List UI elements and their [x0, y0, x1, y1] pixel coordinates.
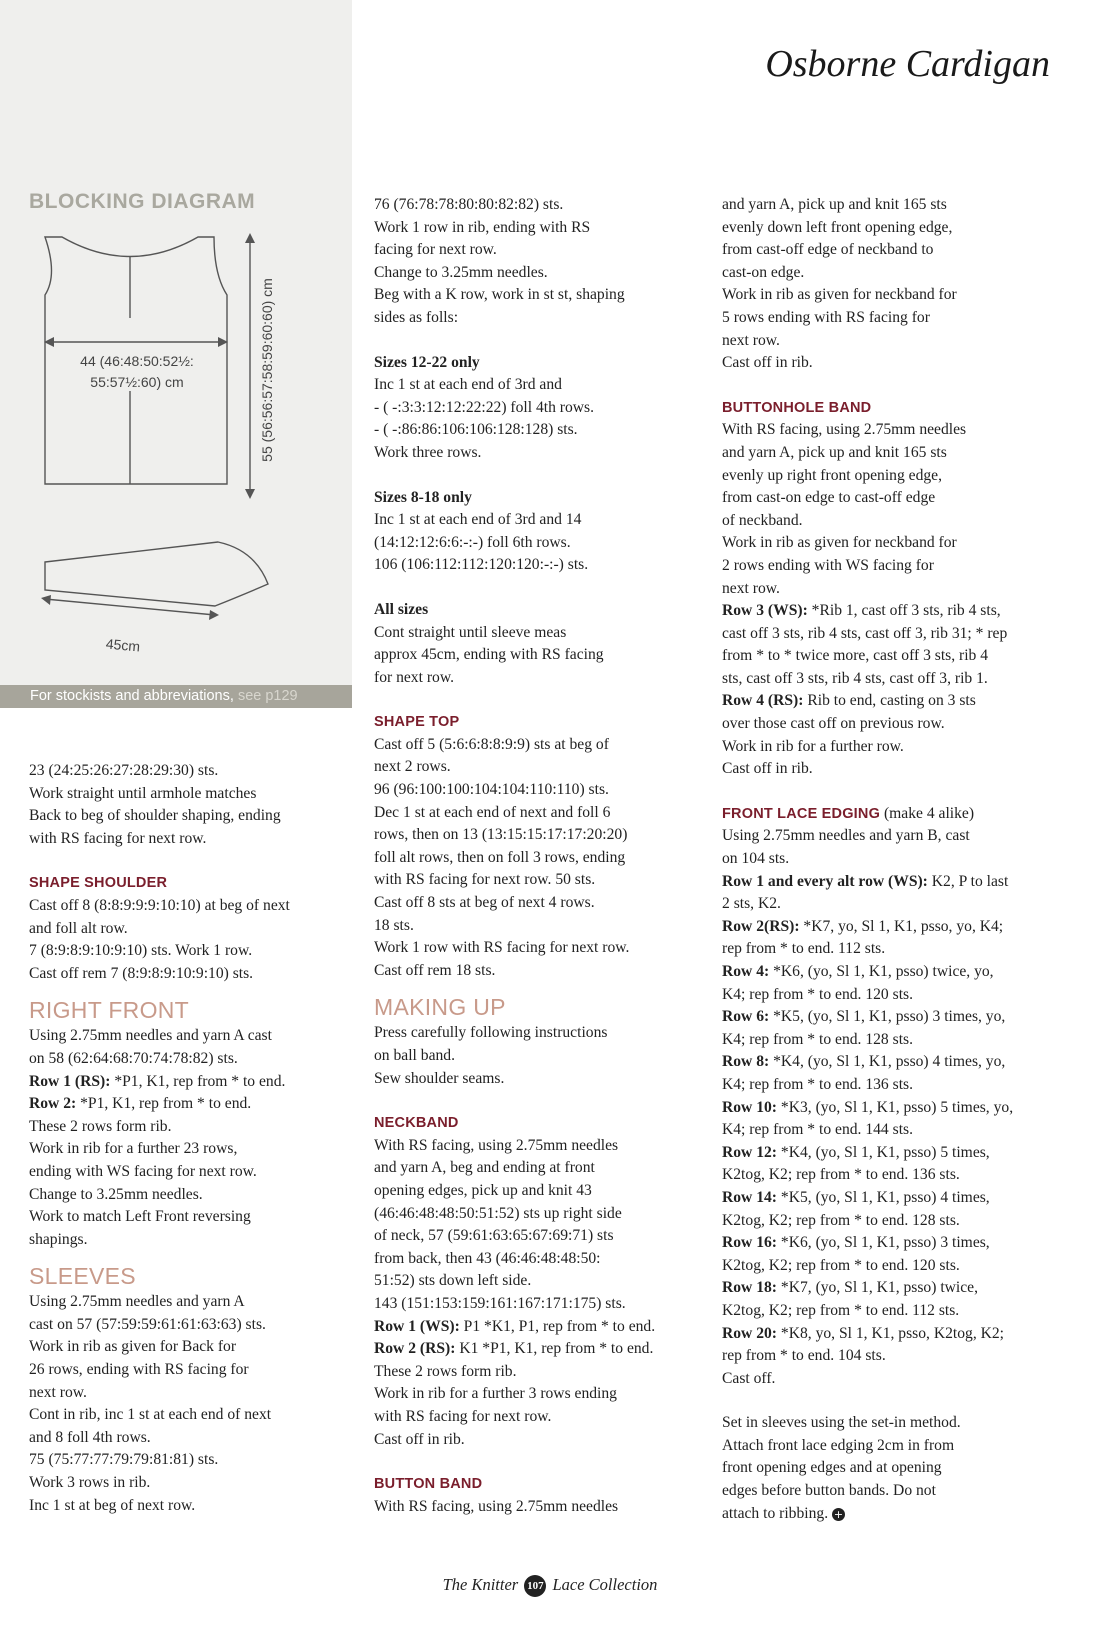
row-text: K1 *P1, K1, rep from * to end.: [455, 1340, 654, 1358]
text-line: 2 sts, K2.: [722, 895, 781, 913]
text-line: Set in sleeves using the set-in method.: [722, 1414, 961, 1432]
text-line: K4; rep from * to end. 136 sts.: [722, 1075, 914, 1093]
text-line: of neck, 57 (59:61:63:65:67:69:71) sts: [374, 1227, 614, 1245]
text-line: 143 (151:153:159:161:167:171:175) sts.: [374, 1294, 626, 1312]
sleeve-arrow-left: [41, 595, 51, 605]
text-line: 76 (76:78:78:80:80:82:82) sts.: [374, 196, 564, 213]
text-line: K2tog, K2; rep from * to end. 112 sts.: [722, 1301, 960, 1319]
row-label: Row 1 and every alt row (WS):: [722, 872, 928, 890]
section-heading-right-front: RIGHT FRONT: [29, 997, 190, 1024]
row-text: attach to ribbing.: [722, 1504, 829, 1522]
width-label-line1: 44 (46:48:50:52½:: [80, 353, 194, 369]
text-line: (14:12:12:6:6:-:-) foll 6th rows.: [374, 533, 571, 551]
section-heading-making-up: MAKING UP: [374, 994, 506, 1021]
row-text: K2, P to last: [927, 872, 1009, 890]
section-heading-button-band: BUTTON BAND: [374, 1476, 483, 1493]
row-text: *P1, K1, rep from * to end.: [76, 1095, 252, 1113]
text-line: Work in rib as given for neckband for: [722, 534, 957, 552]
row-text: *K6, (yo, Sl 1, K1, psso) twice, yo,: [769, 963, 994, 980]
text-line: Cont straight until sleeve meas: [374, 623, 567, 641]
text-line: opening edges, pick up and knit 43: [374, 1181, 592, 1199]
text-line: [722, 961, 1062, 984]
text-line: cast-on edge.: [722, 263, 805, 281]
text-line: - ( -:3:3:12:12:22:22) foll 4th rows.: [374, 398, 595, 416]
text-line: Work straight until armhole matches: [29, 784, 257, 802]
text-line: approx 45cm, ending with RS facing: [374, 646, 604, 664]
text-line: sts, cast off 3 sts, rib 4 sts, cast off 3, rib 1.: [722, 669, 988, 687]
section-heading-buttonhole-band: BUTTONHOLE BAND: [722, 399, 872, 416]
text-line: from back, then 43 (46:46:48:48:50:: [374, 1249, 601, 1267]
row-label: Row 16:: [722, 1234, 778, 1252]
subheading-all-sizes: All sizes: [374, 600, 429, 618]
text-line: and foll alt row.: [29, 919, 128, 937]
text-line: Inc 1 st at each end of 3rd and: [374, 376, 562, 394]
text-line: Sew shoulder seams.: [374, 1069, 505, 1087]
text-line: and yarn A, pick up and knit 165 sts: [722, 196, 947, 213]
text-line: next 2 rows.: [374, 758, 451, 776]
text-line: Change to 3.25mm needles.: [374, 263, 548, 281]
text-line: [722, 803, 1062, 826]
end-mark-icon: +: [833, 1507, 844, 1521]
text-line: [722, 1232, 1062, 1255]
sleeve-outline: [45, 542, 268, 606]
text-line: [374, 1316, 694, 1339]
column-2: [374, 194, 694, 1518]
text-line: next row.: [722, 579, 780, 597]
text-line: [722, 1142, 1062, 1165]
text-line: [722, 1097, 1062, 1120]
text-line: Change to 3.25mm needles.: [29, 1185, 203, 1203]
text-line: Work in rib as given for neckband for: [722, 286, 957, 304]
text-line: K4; rep from * to end. 128 sts.: [722, 1030, 914, 1048]
text-line: rep from * to end. 104 sts.: [722, 1347, 886, 1365]
text-line: rep from * to end. 112 sts.: [722, 940, 886, 958]
text-line: from cast-on edge to cast-off edge: [722, 489, 936, 507]
section-heading-front-lace-edging: FRONT LACE EDGING: [722, 805, 881, 822]
row-text: *K7, yo, Sl 1, K1, psso, yo, K4;: [799, 917, 1004, 935]
text-line: evenly down left front opening edge,: [722, 218, 953, 236]
text-line: with RS facing for next row.: [29, 829, 207, 847]
text-line: edges before button bands. Do not: [722, 1482, 936, 1500]
section-heading-neckband: NECKBAND: [374, 1115, 459, 1132]
text-line: Cast off 8 sts at beg of next 4 rows.: [374, 894, 595, 912]
row-label: Row 2(RS):: [722, 917, 800, 935]
column-3: [722, 194, 1062, 1525]
text-line: Inc 1 st at beg of next row.: [29, 1496, 196, 1514]
text-line: Inc 1 st at each end of 3rd and 14: [374, 511, 582, 529]
text-line: Using 2.75mm needles and yarn A: [29, 1293, 245, 1311]
section-heading-shape-top: SHAPE TOP: [374, 714, 460, 731]
text-line: 106 (106:112:112:120:120:-:-) sts.: [374, 556, 589, 574]
row-text: Rib to end, casting on 3 sts: [803, 692, 976, 710]
text-line: (46:46:48:48:50:51:52) sts up right side: [374, 1204, 622, 1222]
blocking-diagram-heading: BLOCKING DIAGRAM: [29, 190, 256, 213]
stockists-text: For stockists and abbreviations,: [30, 688, 238, 704]
stockists-page-ref: see p129: [237, 688, 298, 704]
text-line: These 2 rows form rib.: [29, 1117, 172, 1135]
text-line: for next row.: [374, 668, 454, 686]
text-line: These 2 rows form rib.: [374, 1362, 517, 1380]
text-line: Cast off in rib.: [722, 354, 813, 372]
text-line: Back to beg of shoulder shaping, ending: [29, 807, 281, 825]
text-line: K4; rep from * to end. 144 sts.: [722, 1121, 914, 1139]
text-line: with RS facing for next row.: [374, 1407, 552, 1425]
page-title: Osborne Cardigan: [765, 43, 1050, 85]
text-line: Using 2.75mm needles and yarn A cast: [29, 1027, 272, 1045]
text-line: Work 3 rows in rib.: [29, 1474, 151, 1492]
row-label: Row 1 (WS):: [374, 1317, 460, 1335]
length-label: 55 (56:56:57:58:59:60:60) cm: [259, 278, 275, 462]
text-line: [29, 1071, 349, 1094]
row-label: Row 18:: [722, 1279, 778, 1297]
text-line: [722, 1006, 1062, 1029]
text-line: Cast off in rib.: [374, 1430, 465, 1448]
text-line: with RS facing for next row. 50 sts.: [374, 871, 596, 889]
row-text: *K7, (yo, Sl 1, K1, psso) twice,: [777, 1279, 978, 1297]
row-text: *K4, (yo, Sl 1, K1, psso) 5 times,: [777, 1143, 990, 1161]
row-text: *K5, (yo, Sl 1, K1, psso) 4 times,: [777, 1188, 990, 1206]
sleeve-arrow-line: [45, 599, 215, 615]
text-line: 75 (75:77:77:79:79:81:81) sts.: [29, 1451, 219, 1469]
text-line: 26 rows, ending with RS facing for: [29, 1361, 249, 1379]
text-line: on 58 (62:64:68:70:74:78:82) sts.: [29, 1049, 238, 1067]
row-label: Row 2:: [29, 1095, 77, 1113]
row-text: *K3, (yo, Sl 1, K1, psso) 5 times, yo,: [777, 1098, 1014, 1116]
text-line: With RS facing, using 2.75mm needles: [374, 1497, 619, 1515]
text-line: foll alt rows, then on foll 3 rows, ending: [374, 848, 626, 866]
blocking-diagram: [0, 220, 352, 660]
text-line: Attach front lace edging 2cm in from: [722, 1436, 955, 1454]
heading-note: (make 4 alike): [880, 804, 975, 822]
length-arrow-top: [245, 233, 255, 243]
text-line: K4; rep from * to end. 120 sts.: [722, 985, 914, 1003]
text-line: front opening edges and at opening: [722, 1459, 942, 1477]
width-label-line2: 55:57½:60) cm: [90, 374, 184, 390]
text-line: [722, 871, 1062, 894]
text-line: next row.: [29, 1383, 87, 1401]
text-line: [722, 916, 1062, 939]
text-line: Work to match Left Front reversing: [29, 1208, 251, 1226]
row-text: *K4, (yo, Sl 1, K1, psso) 4 times, yo,: [769, 1053, 1006, 1071]
text-line: from cast-off edge of neckband to: [722, 241, 934, 259]
text-line: 23 (24:25:26:27:28:29:30) sts.: [29, 762, 219, 779]
row-label: Row 1 (RS):: [29, 1072, 111, 1090]
text-line: Work in rib for a further 23 rows,: [29, 1140, 238, 1158]
text-line: Dec 1 st at each end of next and foll 6: [374, 803, 611, 821]
text-line: over those cast off on previous row.: [722, 715, 945, 733]
text-line: With RS facing, using 2.75mm needles: [722, 421, 967, 439]
text-line: sides as folls:: [374, 308, 459, 326]
text-line: Beg with a K row, work in st st, shaping: [374, 286, 625, 304]
footer-magazine: The Knitter: [442, 1575, 519, 1594]
text-line: K2tog, K2; rep from * to end. 136 sts.: [722, 1166, 960, 1184]
text-line: 96 (96:100:100:104:104:110:110) sts.: [374, 781, 609, 799]
text-line: [722, 1277, 1062, 1300]
text-line: Work 1 row with RS facing for next row.: [374, 939, 630, 957]
stockists-bar: [0, 685, 352, 708]
text-line: 2 rows ending with WS facing for: [722, 556, 934, 574]
text-line: and yarn A, beg and ending at front: [374, 1159, 595, 1177]
sleeve-arrow-right: [209, 610, 219, 620]
row-label: Row 10:: [722, 1098, 778, 1116]
text-line: 5 rows ending with RS facing for: [722, 308, 930, 326]
length-arrow-bottom: [245, 489, 255, 499]
text-line: shapings.: [29, 1230, 88, 1248]
sleeve-length-label: 45cm: [105, 635, 141, 655]
row-text: *Rib 1, cast off 3 sts, rib 4 sts,: [807, 602, 1001, 620]
text-line: on ball band.: [374, 1047, 455, 1064]
section-heading-sleeves: SLEEVES: [29, 1263, 136, 1290]
text-line: Work in rib as given for Back for: [29, 1338, 237, 1356]
text-line: [374, 1338, 694, 1361]
text-line: K2tog, K2; rep from * to end. 120 sts.: [722, 1256, 960, 1274]
text-line: Cast off 8 (8:8:9:9:9:10:10) at beg of next: [29, 896, 290, 914]
text-line: and 8 foll 4th rows.: [29, 1428, 151, 1446]
row-label: Row 14:: [722, 1188, 778, 1206]
text-line: Work in rib for a further row.: [722, 737, 904, 755]
text-line: Cont in rib, inc 1 st at each end of next: [29, 1406, 272, 1424]
text-line: facing for next row.: [374, 241, 497, 259]
subheading-sizes-12-22: Sizes 12-22 only: [374, 353, 480, 371]
text-line: 7 (8:9:8:9:10:9:10) sts. Work 1 row.: [29, 942, 253, 960]
row-text: *K5, (yo, Sl 1, K1, psso) 3 times, yo,: [769, 1008, 1006, 1026]
text-line: Work in rib for a further 3 rows ending: [374, 1385, 617, 1403]
text-line: K2tog, K2; rep from * to end. 128 sts.: [722, 1211, 960, 1229]
text-line: evenly up right front opening edge,: [722, 466, 942, 484]
row-label: Row 4:: [722, 963, 770, 980]
text-line: Using 2.75mm needles and yarn B, cast: [722, 827, 970, 845]
text-line: on 104 sts.: [722, 850, 790, 868]
row-label: Row 2 (RS):: [374, 1340, 456, 1358]
row-label: Row 3 (WS):: [722, 602, 808, 620]
row-label: Row 12:: [722, 1143, 778, 1161]
row-text: *P1, K1, rep from * to end.: [110, 1072, 286, 1090]
text-line: [29, 1093, 349, 1116]
text-line: [722, 690, 1062, 713]
text-line: from * to * twice more, cast off 3 sts, rib 4: [722, 647, 989, 665]
text-line: [722, 1187, 1062, 1210]
text-line: 18 sts.: [374, 916, 414, 934]
row-text: P1 *K1, P1, rep from * to end.: [459, 1317, 656, 1335]
row-label: Row 20:: [722, 1324, 778, 1342]
text-line: [722, 1503, 1062, 1526]
text-line: Cast off in rib.: [722, 760, 813, 778]
text-line: cast off 3 sts, rib 4 sts, cast off 3, rib 31; * rep: [722, 624, 1008, 642]
text-line: Cast off.: [722, 1369, 776, 1387]
text-line: 51:52) sts down left side.: [374, 1272, 532, 1290]
blocking-diagram-panel: [0, 0, 352, 708]
row-label: Row 6:: [722, 1008, 770, 1026]
text-line: rows, then on 13 (13:15:15:17:17:20:20): [374, 826, 628, 844]
text-line: Work 1 row in rib, ending with RS: [374, 218, 591, 236]
text-line: Press carefully following instructions: [374, 1024, 608, 1042]
page-number: 107: [524, 1575, 546, 1597]
text-line: Cast off 5 (5:6:6:8:8:9:9) sts at beg of: [374, 735, 609, 753]
text-line: - ( -:86:86:106:106:128:128) sts.: [374, 421, 578, 439]
text-line: cast on 57 (57:59:59:61:61:63:63) sts.: [29, 1315, 266, 1333]
row-text: *K8, yo, Sl 1, K1, psso, K2tog, K2;: [777, 1324, 1005, 1342]
row-label: Row 4 (RS):: [722, 692, 804, 710]
text-line: [722, 1323, 1062, 1346]
text-line: [722, 1051, 1062, 1074]
text-line: Cast off rem 7 (8:9:8:9:10:9:10) sts.: [29, 964, 254, 982]
row-label: Row 8:: [722, 1053, 770, 1071]
row-text: *K6, (yo, Sl 1, K1, psso) 3 times,: [777, 1234, 990, 1252]
section-heading-shape-shoulder: SHAPE SHOULDER: [29, 875, 168, 892]
subheading-sizes-8-18: Sizes 8-18 only: [374, 488, 472, 506]
text-line: ending with WS facing for next row.: [29, 1162, 257, 1180]
text-line: of neckband.: [722, 511, 803, 529]
text-line: next row.: [722, 331, 780, 349]
page-footer: [0, 1575, 1100, 1597]
text-line: Work three rows.: [374, 443, 482, 461]
text-line: [722, 600, 1062, 623]
text-line: With RS facing, using 2.75mm needles: [374, 1136, 619, 1154]
footer-collection: Lace Collection: [552, 1575, 658, 1594]
text-line: Cast off rem 18 sts.: [374, 961, 496, 979]
text-line: and yarn A, pick up and knit 165 sts: [722, 443, 947, 461]
column-1: [29, 760, 349, 1517]
